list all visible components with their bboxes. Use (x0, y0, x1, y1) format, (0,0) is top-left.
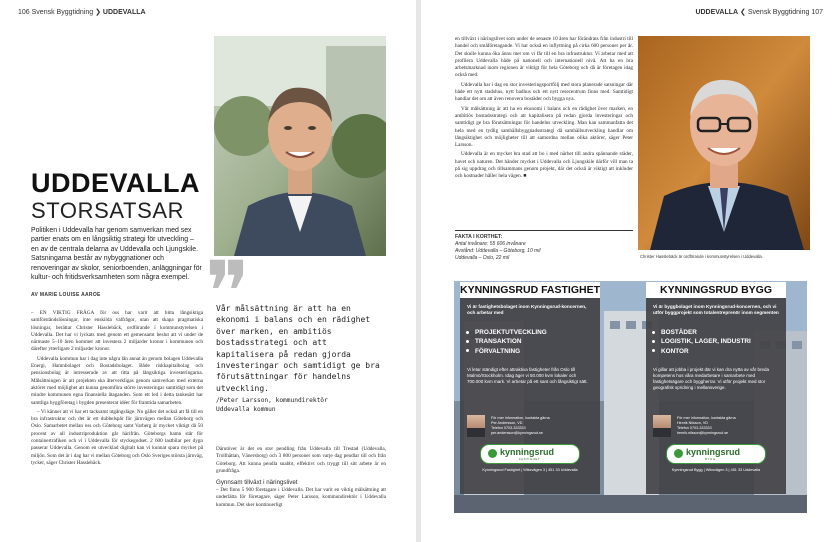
portrait-photo-christer-hassleback (638, 36, 810, 250)
ad-panel-description: Vi gillar att jobba i projekt där vi kan dra nytta av vår breda kompetens hos våra medarbetare i samarbete med fastighetsägare och byggherrar. Vi utför projekt med stor geografisk spridning i mellansverige. (653, 367, 769, 391)
ad-panel-description: Vi letar ständigt efter attraktiva fastigheter från Oslo till Malmö/Stockholm. Idag äger vi 50.000 kvm lokaler och 700.000 kvm mark. Vi arbetar på ett sant och långsiktigt sätt. (467, 367, 588, 385)
magazine-name-right: Svensk Byggtidning (747, 9, 810, 16)
subheading: Gynnsam tillväxt i näringslivet (216, 479, 298, 487)
ad-panel-title: KYNNINGSRUD BYGG (646, 282, 786, 298)
contact-phone: Telefon 0703-333333 (491, 426, 526, 430)
ad-panel-fastighet (460, 284, 601, 494)
article-title: UDDEVALLA (31, 168, 200, 198)
contact-heading: För mer information, kontakta gärna (491, 416, 550, 420)
page-number-left: 106 (18, 9, 30, 16)
ad-contact (467, 415, 593, 437)
facts-line: Uddevalla – Oslo, 22 mil (455, 255, 510, 261)
facts-line: Avstånd: Uddevalla – Göteborg, 10 mil (455, 248, 541, 254)
ad-panel-title: KYNNINGSRUD FASTIGHET (460, 284, 601, 296)
logo-mark-icon (674, 449, 683, 458)
left-page-header: 106 Svensk Byggtidning ❯ UDDEVALLA (18, 9, 146, 16)
contact-phone: Telefon 0703-333333 (677, 426, 712, 430)
list-item: KONTOR (652, 347, 751, 356)
contact-email: henrik.nilsson@kynningsrud.se (677, 431, 729, 435)
magazine-name-left: Svensk Byggtidning (31, 9, 94, 16)
page-number-right: 107 (811, 9, 823, 16)
article-subtitle: STORSATSAR (31, 198, 185, 223)
kynningsrud-fastighet-logo: kynningsrud FASTIGHET (480, 444, 580, 464)
pull-quote-signature (216, 396, 386, 414)
contact-avatar (653, 415, 671, 437)
paragraph: Uddevalla kommun har i dag inte några lån annat än genom bolagen Uddevalla Energi, Hamnbolaget och Bostadsbolaget. Både riskkapitalbolag och pensionsbolag är intresserade av att titta på långsiktiga investeringarna. Målsättningen är att projekten ska återverkligas genom samverkan med externa aktörer med möjlighet att kunna genomföra större investeringar samtidigt som det mindre kommunen egna finansiella åtaganden. Som ett led i detta tankesätt har samtliga byggföretag i bygden presenterat idéer för framtida samarbeten. (31, 355, 203, 406)
paragraph: – EN VIKTIG FRÅGA för oss har varit att hitta långsiktiga samförståndslösningar, inte enskilda valfrågor, utan att skapa pragmatiska lösningar, berättar Christer Hasslebäck, ordförande i kommunstyrelsen i Uddevalla. Det har vi lyckats med genom ett gemensamt beslut att vi under de närmaste 5–10 åren kommer att investera 2 miljarder kronor i kommunen och därefter ytterligare 2 miljarder kronor. (31, 310, 203, 353)
pull-quote-author: /Peter Larsson, kommundirektör (216, 397, 328, 405)
paragraph: Uddevalla är en mycket bra stad att bo i med närhet till andra spännande städer, havet och naturen. Det händer mycket i Uddevalla och Ljungskile därför vill man ta på sig uppdrag och tillsammans genom projekt, där det också är viktigt att inkluder och kostnader håller hela vägen. ■ (455, 151, 633, 180)
left-page (0, 0, 416, 542)
contact-name: Henrik Nilsson, VD (677, 421, 708, 425)
advertisement (454, 281, 807, 513)
kynningsrud-bygg-logo: kynningsrud BYGG (666, 444, 766, 464)
right-page-header: UDDEVALLA ❮ Svensk Byggtidning 107 (695, 9, 823, 16)
paragraph: – Vi känner att vi har ett tacksamt utgångsläge. Nu gäller det också att få till en bra infrastruktur och det är ett dubbelspår för järnvägen mellan Göteborg och Oslo. Samarbetet mellan oss och Göteborg samt Varberg är mycket viktigt då 50 procent av all industriproduktion går härifrån. Göteborgs hamn står för containertrafiken och vi i Uddevalla för styckegodset. 2 600 lastbilar per dygn passerar Uddevalla. Genom en utvecklad digitalt kan vi kunnat spara mycket på miljön. Som det är i dag har vi mellan Göteborg och Oslo Sveriges största järnväg, tycker, säger Christer Hasslebäck. (31, 408, 203, 466)
section-name-left: UDDEVALLA (102, 9, 146, 16)
portrait-photo-peter-larsson (214, 36, 386, 256)
facts-heading: FAKTA I KORTHET: (455, 234, 503, 240)
facts-box (455, 230, 633, 262)
paragraph: – Det finns 5 900 företagare i Uddevalla. Det har varit en viktig målsättning att underlätta för företagare, säger Peter Larsson, kommundirektör i Uddevalla kommun. Det sker kontinuerligt (216, 487, 386, 508)
ad-contact (653, 415, 779, 437)
list-item: LOGISTIK, LAGER, INDUSTRI (652, 337, 751, 346)
contact-avatar (467, 415, 485, 437)
ad-panel-intro: Vi är fastighetsbolaget inom Kynningsrud-koncernen, och arbetar med (467, 304, 587, 316)
paragraph: Därutöver är det en stor pendling från Uddevalla till Trestad (Uddevalla, Trollhättan, Vänersborg) och 3 800 personer som varje dag pendlar till och från Göteborg. Att kunna pendla snabbt, effektivt och tryggt till sitt arbete är en grundfråga. (216, 446, 386, 474)
ad-panel-footer: Kynningsrud Fastighet | Wiksvägen 3 | 451 33 Uddevalla (482, 468, 578, 472)
pull-quote (216, 303, 386, 414)
pull-quote-organisation: Uddevalla kommun (216, 406, 276, 414)
logo-mark-icon (488, 449, 497, 458)
article-ingress: Politiken i Uddevalla har genom samverkan med sex partier enats om en långsiktig strategi för utveckling – en av de centrala delarna av Uddevalla och Ljungskile. Satsningarna består av nybyggnationer och renoveringar av skolor, seniorboenden, anläggningar för kultur- och fritidsverksamheten som några exempel. (31, 227, 202, 282)
photo-caption: Christer Hasslebäck är ordförande i kommunstyrelsen i Uddevalla. (640, 254, 763, 259)
ad-service-list (466, 328, 547, 356)
pull-quote-text: Vår målsättning är att ha en ekonomi i balans och en rädighet över marken, en ambitiös bostadsstrategi och att kapitalisera på redan gjorda investeringar och samtidigt ge bra förutsättningar för handelns utveckling. (216, 304, 380, 393)
list-item: TRANSAKTION (466, 337, 547, 346)
list-item: FÖRVALTNING (466, 347, 547, 356)
section-name-right: UDDEVALLA (695, 9, 739, 16)
ad-panel-footer: Kynningsrud Bygg | Wiksvägen 3 | 451 33 Uddevalla (671, 468, 761, 472)
ad-panel-intro: Vi är byggbolaget inom Kynningsrud-koncernen, och vi utför byggprojekt som totalentreprenör inom segmenten (653, 304, 779, 316)
paragraph: en tillväxt i näringslivet som under de senaste 10 åren har förändrats från industri till handel och småföretagande. Vi har också en inflyttning på cirka 600 personer per år. Det skulle kunna öka ännu mer om vi får till en bra infrastruktur. Vi arbetar med att profilera Uddevalla både på nationell och internationell nivå. Att ha en bra arbetsmarknad inom regionen är viktigt för hela Göteborg och då är företagen idag också med. (455, 36, 633, 79)
ad-service-list (652, 328, 751, 356)
ad-panel-bygg (646, 284, 786, 494)
body-column-1 (31, 310, 203, 469)
contact-heading: För mer information, kontakta gärna (677, 416, 736, 420)
byline: AV MARIE LOUISE AAROE (31, 292, 101, 298)
contact-email: per.andersson@kynningsrud.se (491, 431, 543, 435)
contact-name: Per Andersson, VD (491, 421, 523, 425)
list-item: BOSTÄDER (652, 328, 751, 337)
right-page (421, 0, 839, 542)
list-item: PROJEKTUTVECKLING (466, 328, 547, 337)
body-column-2 (216, 446, 386, 511)
paragraph: Vår målsättning är att ha en ekonomi i balans och en rådighet över marken, en ambitiös bostadsstrategi och att kapitalisera på redan gjorda investeringar och samtidigt ge bra förutsättningar för handelns utveckling. Man kan sammanfatta det hela med en tydlig samhällsbyggnadsstrategi då samhällsutveckling handlar om långsiktighet och möjligheter till att samordna mellan olika aktörer, säger Peter Larsson. (455, 105, 633, 149)
quote-mark-icon: ❞ (205, 247, 251, 340)
facts-line: Antal invånare: 55 606 invånare (455, 241, 526, 247)
paragraph: Uddevalla har i dag en stor investeringsportfölj med stora planerade satsningar där både ett nytt stadshus, nytt badhus och ett nytt resecentrum finns med. Samtidigt handlar det om att även renovera bostäder och bygga nya. (455, 81, 633, 103)
body-column-3 (455, 36, 633, 183)
